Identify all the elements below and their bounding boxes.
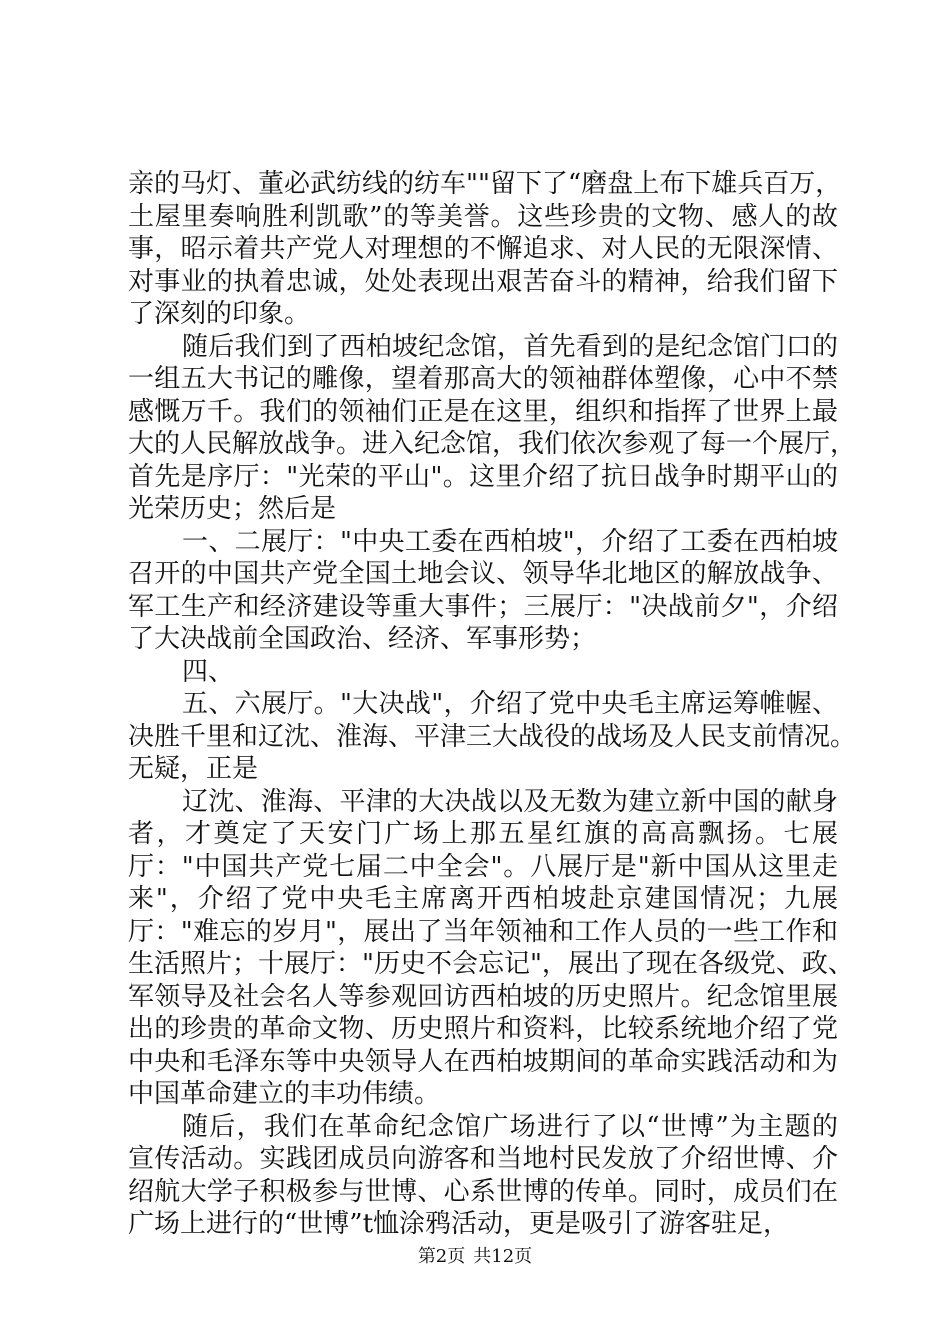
text-line: 感慨万千。我们的领袖们正是在这里，组织和指挥了世界上最 xyxy=(128,396,838,427)
paragraph xyxy=(128,786,854,1111)
text-line: 随后，我们在革命纪念馆广场进行了以“世博”为主题的 xyxy=(182,1111,838,1142)
text-line: 中央和毛泽东等中央领导人在西柏坡期间的革命实践活动和为 xyxy=(128,1046,838,1077)
text-line: 土屋里奏响胜利凯歌”的等美誉。这些珍贵的文物、感人的故 xyxy=(128,201,838,232)
paragraph xyxy=(128,1111,838,1241)
text-line: 者，才奠定了天安门广场上那五星红旗的高高飘扬。七展 xyxy=(128,819,838,849)
text-line: 一组五大书记的雕像，望着那高大的领袖群体塑像，心中不禁 xyxy=(128,364,838,394)
paragraph xyxy=(128,688,857,786)
text-line: 一、二展厅："中央工委在西柏坡"，介绍了工委在西柏坡 xyxy=(182,526,838,557)
text-line: 宣传活动。实践团成员向游客和当地村民发放了介绍世博、介 xyxy=(128,1144,838,1174)
text-line: 军工生产和经济建设等重大事件；三展厅："决战前夕"，介绍 xyxy=(128,591,838,622)
text-line: 来"，介绍了党中央毛主席离开西柏坡赴京建国情况；九展 xyxy=(128,884,838,914)
text-line: 中国革命建立的丰功伟绩。 xyxy=(128,1079,441,1109)
text-line: 广场上进行的“世博”t恤涂鸦活动，更是吸引了游客驻足， xyxy=(128,1209,790,1239)
text-line: 决胜千里和辽沈、淮海、平津三大战役的战场及人民支前情况。 xyxy=(128,721,857,752)
text-line: 事，昭示着共产党人对理想的不懈追求、对人民的无限深情、 xyxy=(128,234,838,264)
document-body xyxy=(128,168,857,1241)
text-line: 无疑，正是 xyxy=(128,754,259,784)
text-line: 绍航大学子积极参与世博、心系世博的传单。同时，成员们在 xyxy=(128,1176,838,1207)
page-total: 共12页 xyxy=(473,1246,533,1267)
paragraph xyxy=(128,331,857,526)
text-line: 五、六展厅。"大决战"，介绍了党中央毛主席运筹帷幄、 xyxy=(182,689,838,719)
text-line: 了深刻的印象。 xyxy=(128,299,311,329)
text-line: 出的珍贵的革命文物、历史照片和资料，比较系统地介绍了党 xyxy=(128,1014,838,1044)
text-line: 光荣历史；然后是 xyxy=(128,494,337,524)
text-line: 生活照片；十展厅："历史不会忘记"，展出了现在各级党、政、 xyxy=(128,949,854,979)
text-line: 军领导及社会名人等参观回访西柏坡的历史照片。纪念馆里展 xyxy=(128,981,838,1012)
text-line: 了大决战前全国政治、经济、军事形势； xyxy=(128,624,597,654)
text-line: 厅："中国共产党七届二中全会"。八展厅是"新中国从这里走 xyxy=(128,851,838,882)
paragraph xyxy=(128,168,842,331)
text-line: 大的人民解放战争。进入纪念馆，我们依次参观了每一个展厅， xyxy=(128,429,857,459)
text-line: 四、 xyxy=(182,656,235,687)
text-line: 首先是序厅："光荣的平山"。这里介绍了抗日战争时期平山的 xyxy=(128,461,838,492)
text-line: 召开的中国共产党全国土地会议、领导华北地区的解放战争、 xyxy=(128,559,838,589)
text-line: 对事业的执着忠诚，处处表现出艰苦奋斗的精神，给我们留下 xyxy=(128,266,838,297)
paragraph xyxy=(128,526,838,656)
text-line: 随后我们到了西柏坡纪念馆，首先看到的是纪念馆门口的 xyxy=(182,331,838,362)
text-line: 辽沈、淮海、平津的大决战以及无数为建立新中国的献身 xyxy=(182,786,838,817)
text-line: 厅："难忘的岁月"，展出了当年领袖和工作人员的一些工作和 xyxy=(128,916,838,947)
page-footer xyxy=(0,1245,950,1269)
page-number: 第2页 xyxy=(417,1246,466,1267)
paragraph xyxy=(128,656,838,689)
text-line: 亲的马灯、董必武纺线的纺车""留下了“磨盘上布下雄兵百万， xyxy=(128,169,842,199)
